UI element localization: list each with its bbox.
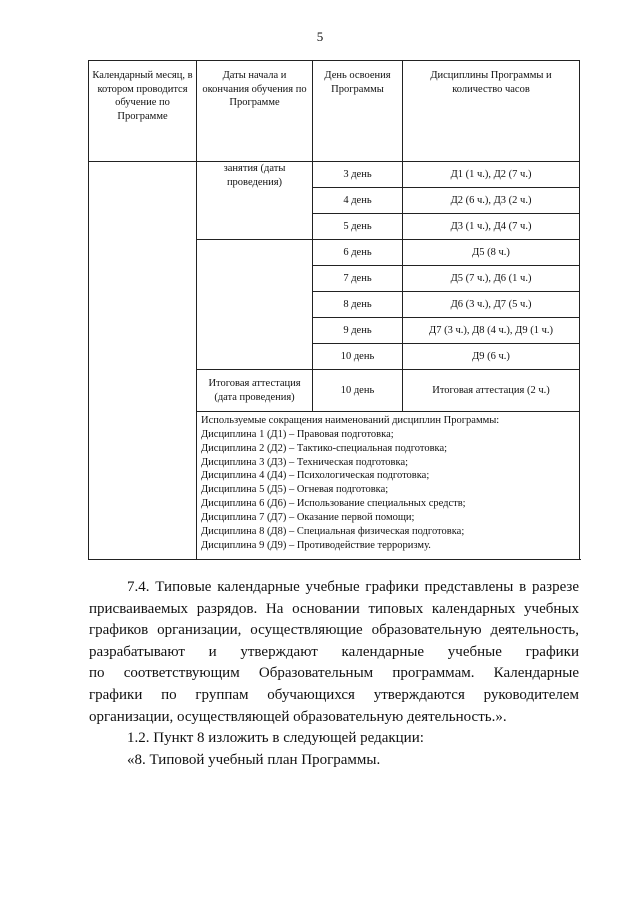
paragraph-line: 1.2. Пункт 8 изложить в следующей редакции:: [127, 730, 424, 747]
paragraph-line: организации, осуществляющей образовательную деятельность.».: [89, 708, 507, 725]
paragraph-line: графики по группам обучающихся утверждаются руководителем: [89, 686, 579, 703]
disciplines-cell: Д3 (1 ч.), Д4 (7 ч.): [403, 214, 580, 240]
day-cell: 10 день: [313, 344, 403, 370]
page-number: 5: [316, 29, 324, 44]
table-row: [89, 162, 580, 188]
disciplines-cell: Д2 (6 ч.), Д3 (2 ч.): [403, 188, 580, 214]
note-line: Дисциплина 5 (Д5) – Огневая подготовка;: [201, 484, 389, 496]
day-cell: 9 день: [313, 318, 403, 344]
body-text: [89, 577, 579, 771]
day-cell: 4 день: [313, 188, 403, 214]
day-cell: 7 день: [313, 266, 403, 292]
note-line: Дисциплина 6 (Д6) – Использование специальных средств;: [201, 498, 466, 510]
note-line: Дисциплина 4 (Д4) – Психологическая подготовка;: [201, 470, 430, 482]
disciplines-cell: Д5 (7 ч.), Д6 (1 ч.): [403, 266, 580, 292]
disciplines-cell: Итоговая аттестация (2 ч.): [403, 370, 580, 412]
note-line: Дисциплина 9 (Д9) – Противодействие терроризму.: [201, 539, 431, 551]
dates-cell-empty: [197, 240, 313, 370]
day-cell: 5 день: [313, 214, 403, 240]
day-cell: 10 день: [313, 370, 403, 412]
note-line: Дисциплина 3 (Д3) – Техническая подготовка;: [201, 456, 409, 468]
day-cell: 3 день: [313, 162, 403, 188]
disciplines-cell: Д1 (1 ч.), Д2 (7 ч.): [403, 162, 580, 188]
month-cell: [89, 162, 197, 560]
disciplines-cell: Д9 (6 ч.): [403, 344, 580, 370]
day-cell: 6 день: [313, 240, 403, 266]
disciplines-cell: Д6 (3 ч.), Д7 (5 ч.): [403, 292, 580, 318]
note-line: Дисциплина 1 (Д1) – Правовая подготовка;: [201, 428, 394, 440]
final-attestation-dates-cell: Итоговая аттестация (дата проведения): [197, 370, 313, 412]
paragraph-line: графиков организации, осуществляющие образовательную деятельность,: [89, 622, 579, 639]
schedule-table: [88, 60, 580, 560]
paragraph-line: «8. Типовой учебный план Программы.: [127, 751, 381, 768]
disciplines-cell: Д5 (8 ч.): [403, 240, 580, 266]
paragraph-line: разрабатывают и утверждают календарные учебные графики: [89, 643, 579, 660]
note-line: Дисциплина 7 (Д7) – Оказание первой помощи;: [201, 512, 415, 524]
header-dates: Даты начала и окончания обучения по Программе: [197, 61, 313, 162]
note-line: Используемые сокращения наименований дисциплин Программы:: [201, 415, 500, 426]
disciplines-cell: Д7 (3 ч.), Д8 (4 ч.), Д9 (1 ч.): [403, 318, 580, 344]
day-cell: 8 день: [313, 292, 403, 318]
paragraph-line: присваиваемых разрядов. На основании типовых календарных учебных: [89, 600, 579, 617]
abbreviations-note: [197, 412, 580, 560]
header-day: День освоения Программы: [313, 61, 403, 162]
header-disciplines: Дисциплины Программы и количество часов: [403, 61, 580, 162]
classes-dates-cell: занятия (даты проведения): [197, 162, 313, 240]
table-header-row: [89, 61, 580, 162]
note-line: Дисциплина 2 (Д2) – Тактико-специальная подготовка;: [201, 442, 448, 454]
header-month: Календарный месяц, в котором проводится обучение по Программе: [89, 61, 197, 162]
note-line: Дисциплина 8 (Д8) – Специальная физическая подготовка;: [201, 525, 465, 537]
paragraph-line: по соответствующим Образовательным программам. Календарные: [89, 665, 579, 682]
paragraph-line: 7.4. Типовые календарные учебные графики представлены в разрезе: [127, 579, 579, 595]
